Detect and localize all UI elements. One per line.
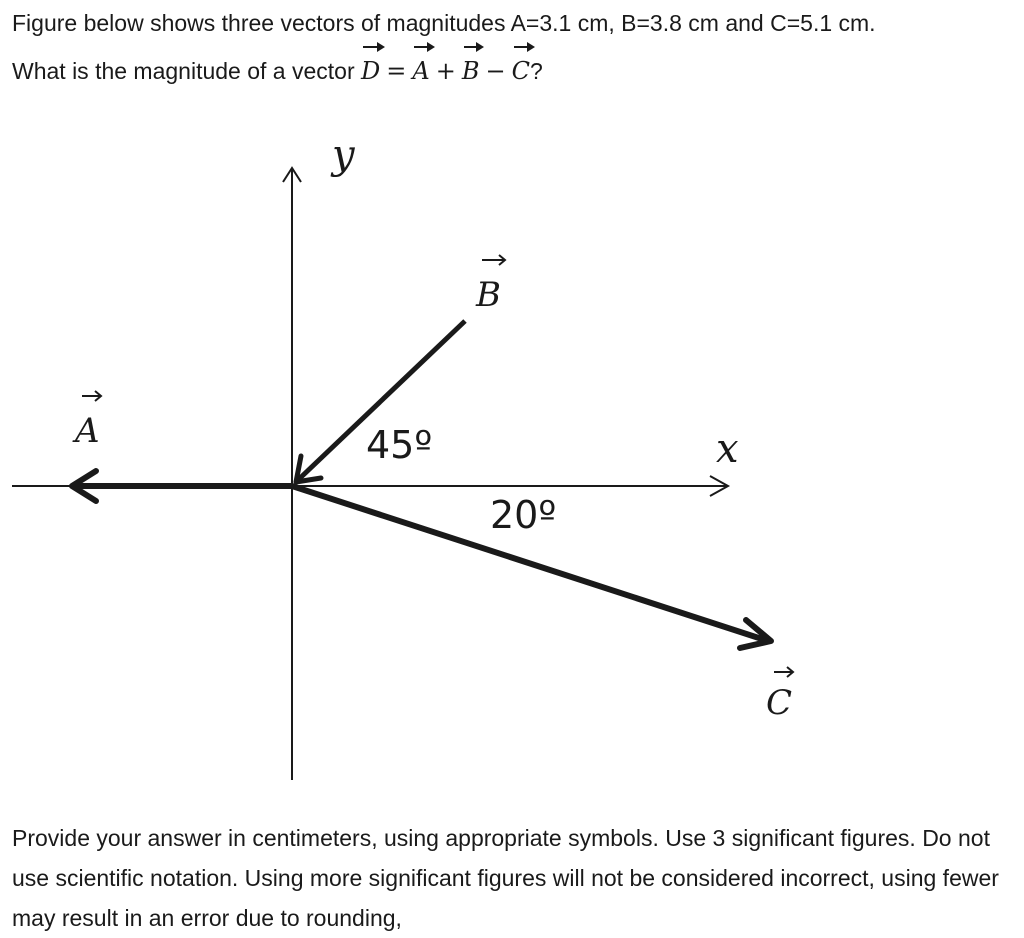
plus-sign: + bbox=[435, 57, 456, 85]
vector-B-symbol: B bbox=[462, 54, 480, 88]
vector-D-symbol: D bbox=[361, 54, 380, 88]
vector-C-label-group bbox=[766, 667, 793, 723]
question-text bbox=[12, 6, 1022, 88]
question-line-1: Figure below shows three vectors of magnitudes A=3.1 cm, B=3.8 cm and C=5.1 cm. bbox=[12, 10, 876, 36]
vector-B-label-group bbox=[475, 255, 505, 315]
question-line-2 bbox=[12, 54, 1022, 88]
x-axis-label: x bbox=[716, 426, 739, 472]
vector-A-symbol: A bbox=[412, 54, 429, 88]
y-axis-label: y bbox=[332, 132, 355, 178]
vector-C-symbol: C bbox=[512, 54, 530, 88]
equals-sign: = bbox=[386, 57, 407, 85]
instructions-text: Provide your answer in centimeters, using appropriate symbols. Use 3 significant figures. Do not use scientific notation. Using more significant figures will not be considered incorrect, using fewer may result in an error due to rounding, bbox=[12, 825, 999, 931]
angle-B-label: 45º bbox=[366, 423, 433, 467]
vector-A-label-group bbox=[72, 391, 101, 451]
vector-B-label: B bbox=[476, 275, 501, 315]
minus-sign: − bbox=[485, 57, 506, 85]
question-mark: ? bbox=[529, 58, 543, 84]
question-prefix: What is the magnitude of a vector bbox=[12, 58, 355, 84]
vector-diagram bbox=[0, 130, 1024, 790]
angle-C-label: 20º bbox=[490, 493, 557, 537]
vector-C-label: C bbox=[766, 683, 793, 723]
vector-A-label: A bbox=[75, 411, 100, 451]
